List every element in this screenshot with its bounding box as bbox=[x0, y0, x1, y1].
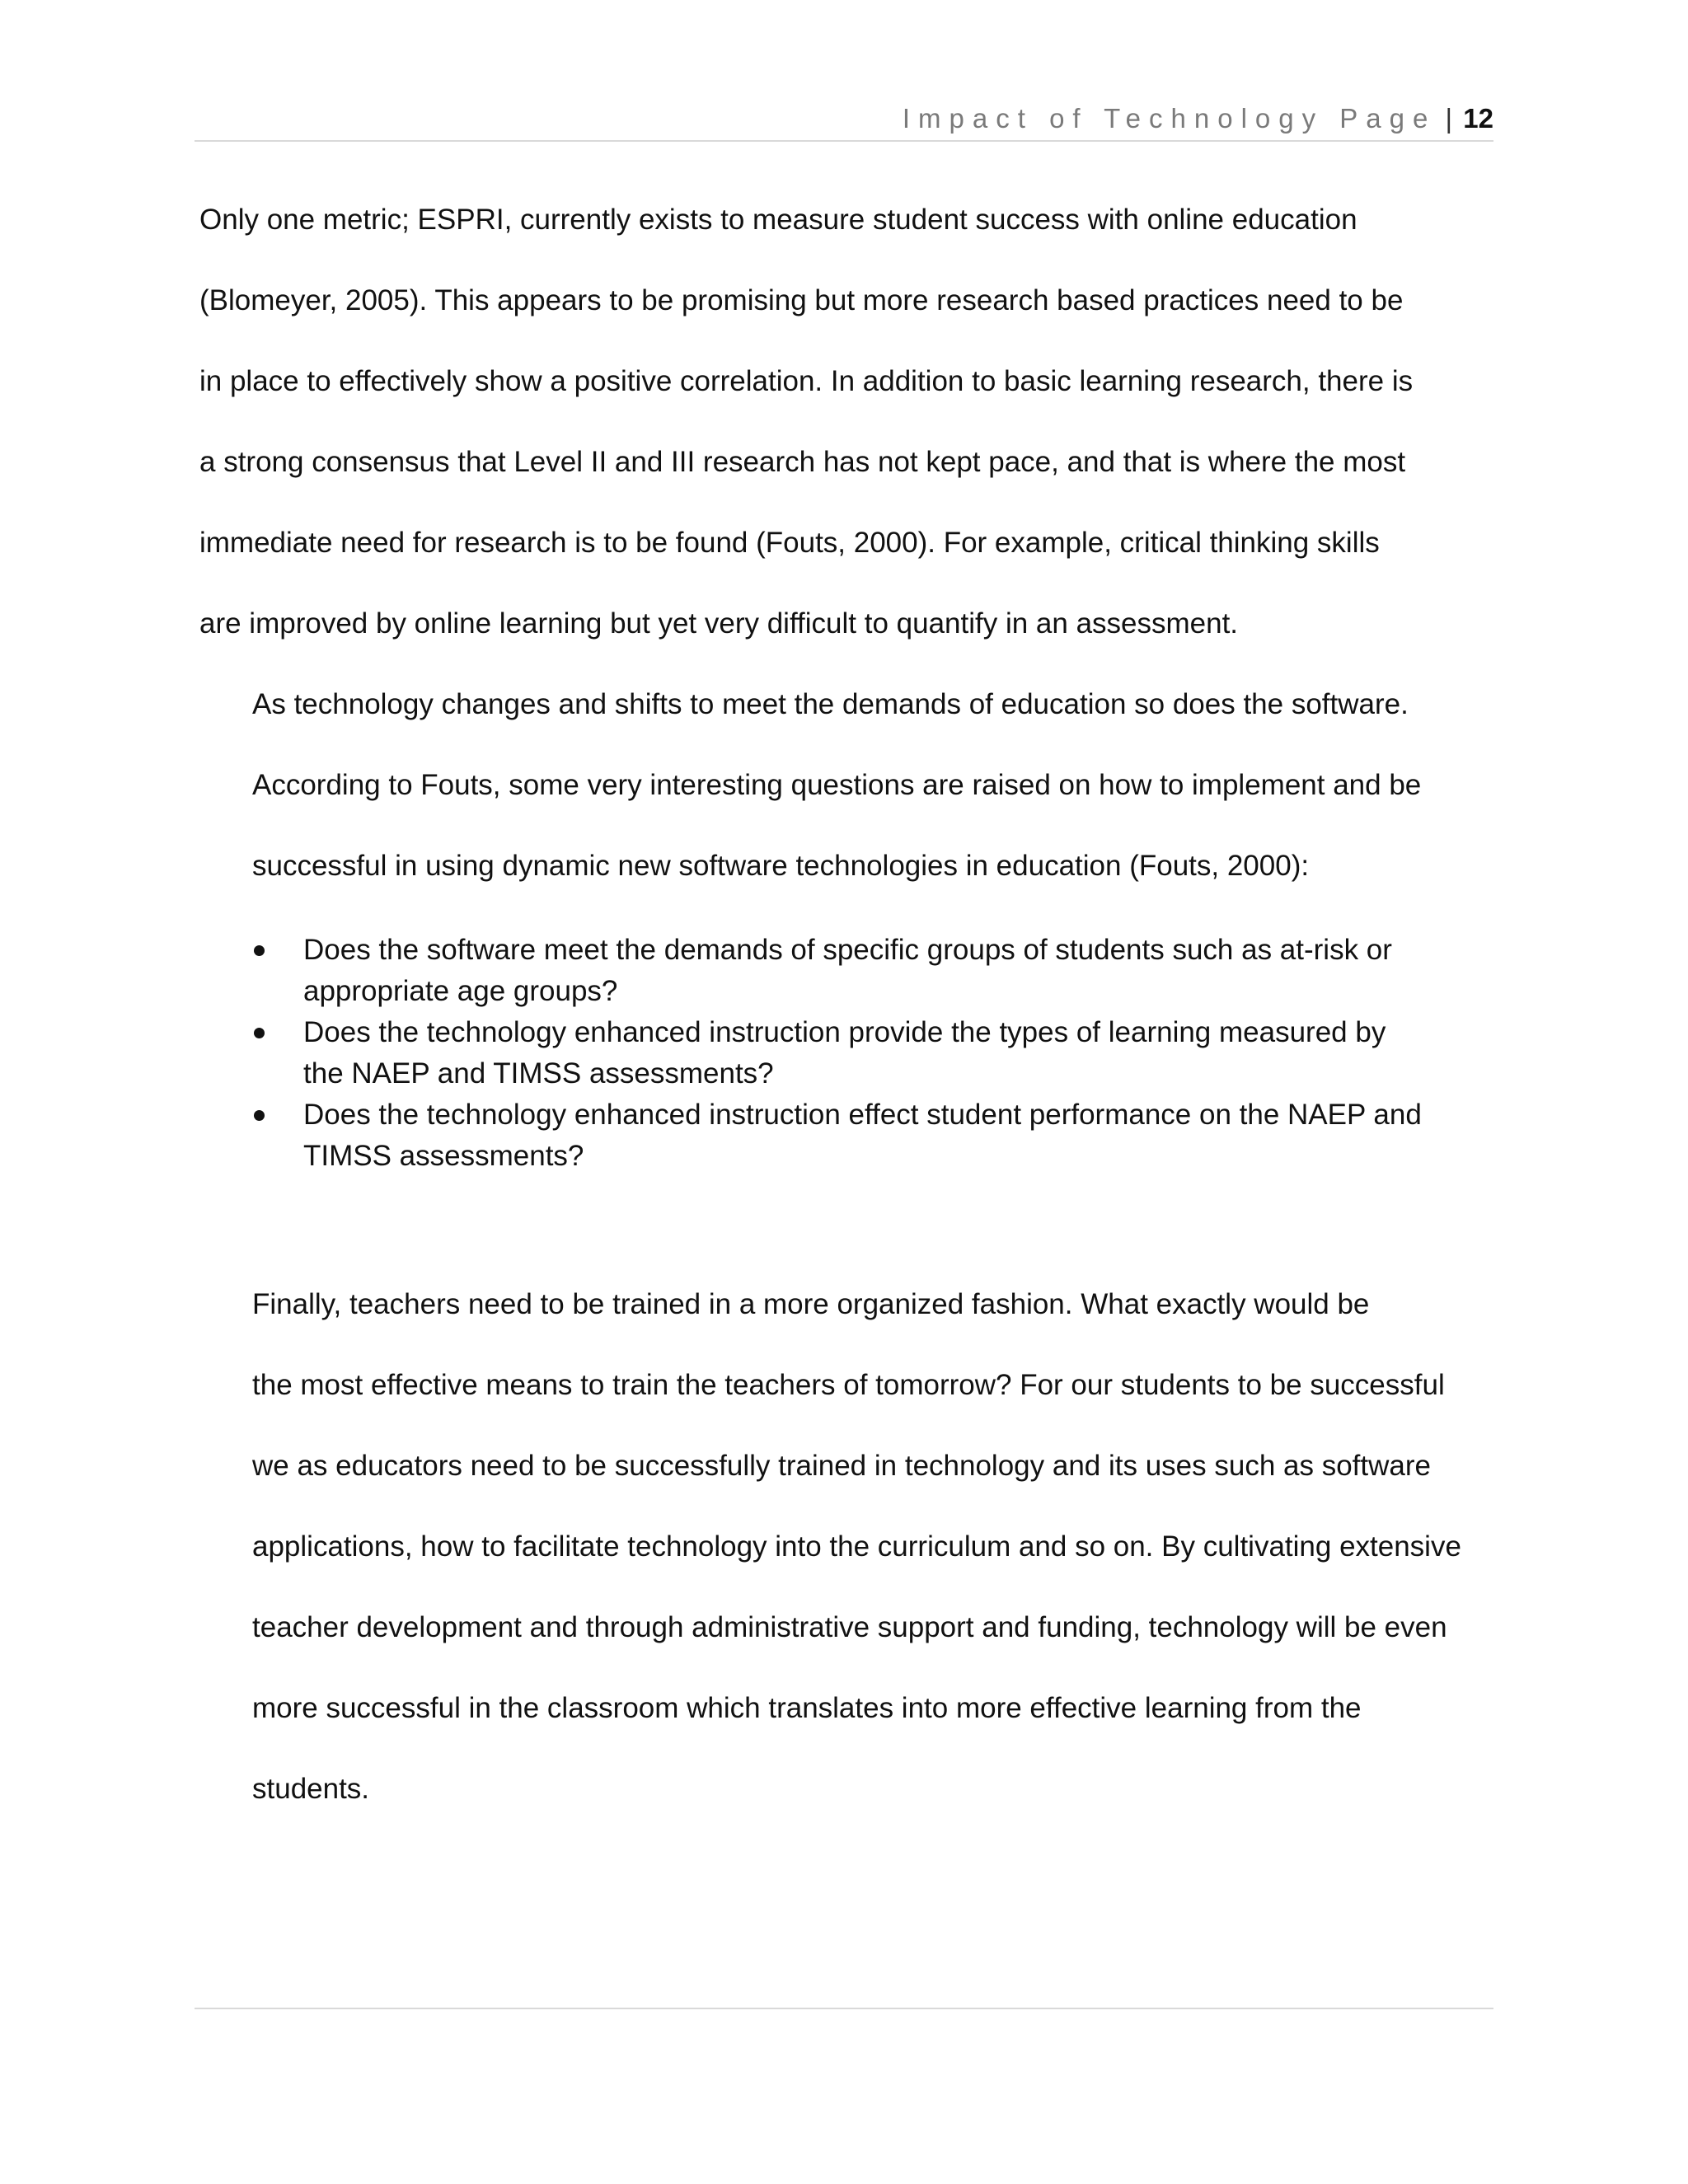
list-item-line: Does the software meet the demands of specific groups of students such as at-risk or bbox=[303, 934, 1392, 966]
paragraph-line: successful in using dynamic new software technologies in education (Fouts, 2000): bbox=[252, 850, 1310, 882]
paragraph-line: a strong consensus that Level II and III research has not kept pace, and that is where the most bbox=[199, 446, 1406, 478]
paragraph-espri-metric bbox=[199, 180, 1502, 664]
paragraph-line: teacher development and through administrative support and funding, technology will be even bbox=[252, 1611, 1447, 1643]
paragraph-line: Only one metric; ESPRI, currently exists to measure student success with online education bbox=[199, 204, 1357, 236]
list-item-line: appropriate age groups? bbox=[303, 975, 618, 1007]
bullet-icon bbox=[254, 945, 265, 956]
paragraph-line: students. bbox=[252, 1773, 370, 1805]
paragraph-line: are improved by online learning but yet very difficult to quantify in an assessment. bbox=[199, 607, 1239, 640]
bullet-icon bbox=[254, 1110, 265, 1121]
bullet-icon bbox=[254, 1028, 265, 1038]
paragraph-line: According to Fouts, some very interesting questions are raised on how to implement and be bbox=[252, 769, 1422, 801]
paragraph-line: (Blomeyer, 2005). This appears to be promising but more research based practices need to be bbox=[199, 284, 1404, 316]
header-title: Impact of Technology Page bbox=[902, 103, 1437, 134]
paragraph-line: applications, how to facilitate technology into the curriculum and so on. By cultivating extensive bbox=[252, 1530, 1461, 1563]
paragraph-line: As technology changes and shifts to meet the demands of education so does the software. bbox=[252, 688, 1409, 720]
paragraph-line: Finally, teachers need to be trained in a more organized fashion. What exactly would be bbox=[252, 1288, 1370, 1320]
list-item-line: Does the technology enhanced instruction provide the types of learning measured by bbox=[303, 1016, 1386, 1048]
list-item bbox=[199, 1012, 1502, 1094]
list-item-line: Does the technology enhanced instruction effect student performance on the NAEP and bbox=[303, 1099, 1422, 1131]
header-separator: | bbox=[1445, 103, 1453, 134]
paragraph-line: the most effective means to train the teachers of tomorrow? For our students to be successful bbox=[252, 1369, 1445, 1401]
paragraph-line: in place to effectively show a positive correlation. In addition to basic learning research, there is bbox=[199, 365, 1414, 397]
list-item-line: TIMSS assessments? bbox=[303, 1140, 584, 1172]
question-list bbox=[199, 930, 1502, 1177]
paragraph-line: more successful in the classroom which translates into more effective learning from the bbox=[252, 1692, 1362, 1724]
paragraph-teacher-training bbox=[199, 1264, 1502, 1830]
list-item bbox=[199, 1094, 1502, 1177]
page-number: 12 bbox=[1463, 103, 1493, 134]
paragraph-software-changes bbox=[199, 664, 1502, 907]
footer-divider bbox=[195, 2008, 1493, 2009]
page-header bbox=[195, 97, 1493, 142]
list-item bbox=[199, 930, 1502, 1012]
list-item-line: the NAEP and TIMSS assessments? bbox=[303, 1057, 774, 1090]
paragraph-line: immediate need for research is to be found (Fouts, 2000). For example, critical thinking skills bbox=[199, 527, 1380, 559]
paragraph-line: we as educators need to be successfully trained in technology and its uses such as software bbox=[252, 1450, 1431, 1482]
